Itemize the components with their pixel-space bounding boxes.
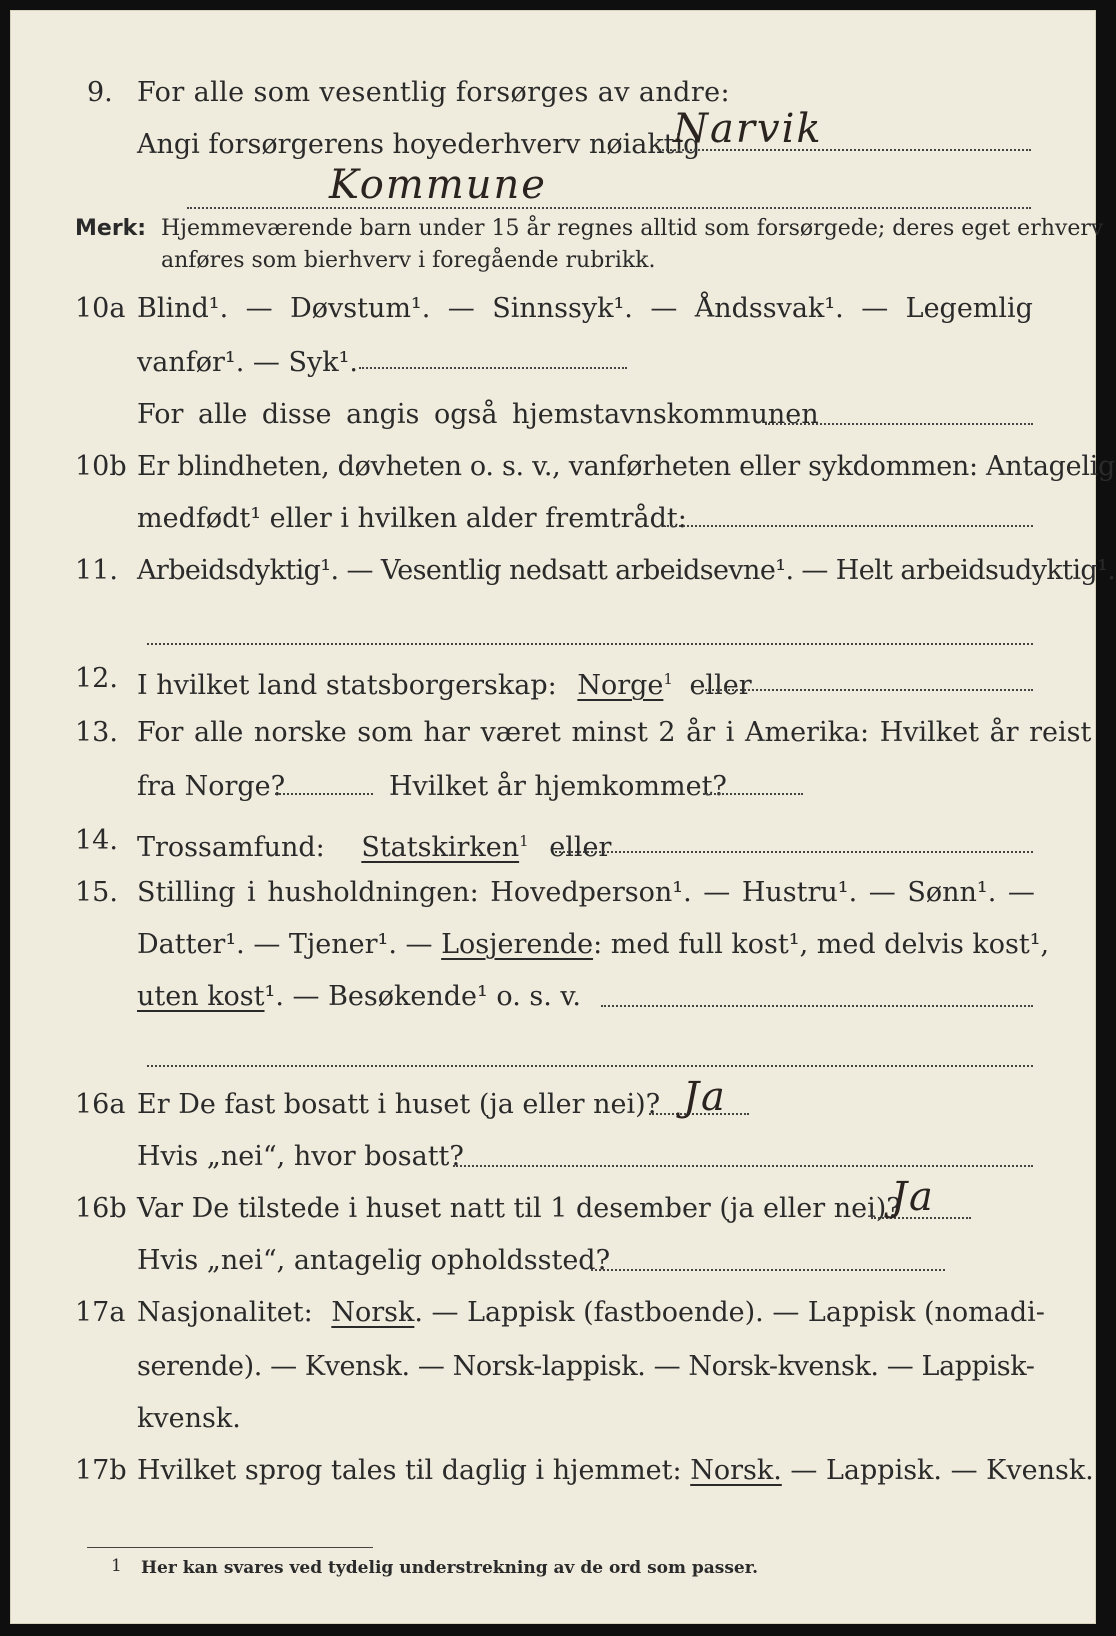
q14-line <box>137 825 611 864</box>
q10a-option-blind: Blind¹. <box>137 293 229 324</box>
q15-number: 15. <box>75 877 118 908</box>
q10a-dash-3: — <box>650 293 678 324</box>
q10a-option-dovstum: Døvstum¹. <box>290 293 431 324</box>
q10a-option-andssvak: Åndssvak¹. <box>694 293 844 324</box>
q12-question: I hvilket land statsborgerskap: <box>137 670 557 701</box>
q10a-line3: For alle disse angis også hjemstavnskommunen <box>137 399 819 430</box>
q10a-number: 10a <box>75 293 126 324</box>
q9-answer-line2 <box>187 207 1031 209</box>
q16a-line2: Hvis „nei“, hvor bosatt? <box>137 1141 464 1172</box>
q14-eller: eller <box>549 832 612 863</box>
q13-number: 13. <box>75 717 118 748</box>
q15-line3 <box>137 981 581 1013</box>
q16b-number: 16b <box>75 1193 127 1224</box>
q17a-line1-end: . — Lappisk (fastboende). — Lappisk (nomadi- <box>414 1297 1045 1328</box>
q14-footnote-mark: 1 <box>519 832 529 850</box>
q15-line1: Stilling i husholdningen: Hovedperson¹. — Hustru¹. — Sønn¹. — <box>137 877 1035 908</box>
q17a-line2: serende). — Kvensk. — Norsk-lappisk. — Norsk-kvensk. — Lappisk- <box>137 1351 1035 1382</box>
q16b-line1: Var De tilstede i huset natt til 1 desember (ja eller nei)? <box>137 1193 901 1224</box>
q16b-line2: Hvis „nei“, antagelig opholdssted? <box>137 1245 611 1276</box>
q12-option-norge: Norge <box>577 670 664 701</box>
q13-line2b: Hvilket år hjemkommet? <box>389 771 727 802</box>
q15-line2-end: : med full kost¹, med delvis kost¹, <box>593 929 1050 960</box>
q10b-number: 10b <box>75 451 127 482</box>
q17a-line3: kvensk. <box>137 1403 241 1434</box>
q11-line1: Arbeidsdyktig¹. — Vesentlig nedsatt arbeidsevne¹. — Helt arbeidsudyktig¹. <box>137 555 1116 586</box>
q17b-question: Hvilket sprog tales til daglig i hjemmet: <box>137 1455 682 1486</box>
q15-line3-end: ¹. — Besøkende¹ o. s. v. <box>264 981 582 1012</box>
q16b-location-line <box>591 1269 945 1271</box>
q13-year-left-line <box>275 793 373 795</box>
q12-eller: eller <box>689 670 752 701</box>
q11-number: 11. <box>75 555 118 586</box>
q12-number: 12. <box>75 663 118 694</box>
q10a-option-legemlig: Legemlig <box>905 293 1033 324</box>
q10b-answer-line <box>663 525 1033 527</box>
q16a-residence-line <box>453 1165 1033 1167</box>
q13-year-returned-line <box>703 793 803 795</box>
merk-label: Merk: <box>75 216 147 241</box>
q12-line <box>137 663 752 702</box>
q10b-line1: Er blindheten, døvheten o. s. v., vanførheten eller sykdommen: Antagelig <box>137 451 1115 482</box>
footnote-rule <box>87 1547 373 1548</box>
q15-line2 <box>137 929 1049 961</box>
q12-footnote-mark: 1 <box>663 670 673 688</box>
q9-line1: For alle som vesentlig forsørges av andre: <box>137 77 731 108</box>
q16b-handwritten-answer: Ja <box>891 1174 935 1220</box>
q10a-answer-line <box>359 367 627 369</box>
q10b-line2: medfødt¹ eller i hvilken alder fremtrådt: <box>137 503 687 534</box>
merk-line1: Hjemmeværende barn under 15 år regnes alltid som forsørgede; deres eget erhverv <box>161 216 1104 241</box>
q14-option-statskirken: Statskirken <box>361 832 520 863</box>
q17b-number: 17b <box>75 1455 127 1486</box>
q15-option-uten-kost: uten kost <box>137 981 265 1012</box>
q12-answer-line <box>705 689 1033 691</box>
q17a-number: 17a <box>75 1297 126 1328</box>
q10a-dash-4: — <box>861 293 889 324</box>
q16a-number: 16a <box>75 1089 126 1120</box>
q10a-hometown-line <box>765 423 1033 425</box>
q15-option-losjerende: Losjerende <box>441 929 594 960</box>
footnote-mark: 1 <box>111 1556 122 1576</box>
q9-number: 9. <box>87 77 113 108</box>
q17b-line1-end: — Lappisk. — Kvensk. <box>790 1455 1094 1486</box>
q14-number: 14. <box>75 825 118 856</box>
q15-answer-line <box>601 1005 1033 1007</box>
q17a-label: Nasjonalitet: <box>137 1297 313 1328</box>
q9-handwritten-answer2: Kommune <box>329 162 547 208</box>
q16a-handwritten-answer: Ja <box>683 1074 727 1120</box>
q13-line1: For alle norske som har været minst 2 år i Amerika: Hvilket år reist <box>137 717 1092 748</box>
q10a-dash-1: — <box>245 293 273 324</box>
q14-answer-line <box>555 851 1033 853</box>
q17b-option-norsk: Norsk. <box>690 1455 782 1486</box>
merk-line2: anføres som bierhverv i foregående rubrikk. <box>161 248 656 273</box>
q11-answer-line <box>147 643 1033 645</box>
q10a-option-sinnssyk: Sinnssyk¹. <box>492 293 633 324</box>
q16a-line1: Er De fast bosatt i huset (ja eller nei)? <box>137 1089 661 1120</box>
q15-line2-start: Datter¹. — Tjener¹. — <box>137 929 433 960</box>
q14-question: Trossamfund: <box>137 832 325 863</box>
q10a-line2: vanfør¹. — Syk¹. <box>137 347 358 378</box>
q9-line2: Angi forsørgerens hoyederhverv nøiaktig <box>137 129 701 160</box>
q17a-line1 <box>137 1297 1045 1329</box>
footnote-text: Her kan svares ved tydelig understrekning av de ord som passer. <box>141 1558 759 1578</box>
q10a-line1 <box>137 293 1033 325</box>
q15-extra-line <box>147 1065 1033 1067</box>
q9-handwritten-answer1: Narvik <box>673 106 823 152</box>
census-form-page <box>10 10 1116 1624</box>
q17b-line1 <box>137 1455 1094 1487</box>
q10a-dash-2: — <box>447 293 475 324</box>
q13-line2a: fra Norge? <box>137 771 286 802</box>
q17a-option-norsk: Norsk <box>331 1297 415 1328</box>
